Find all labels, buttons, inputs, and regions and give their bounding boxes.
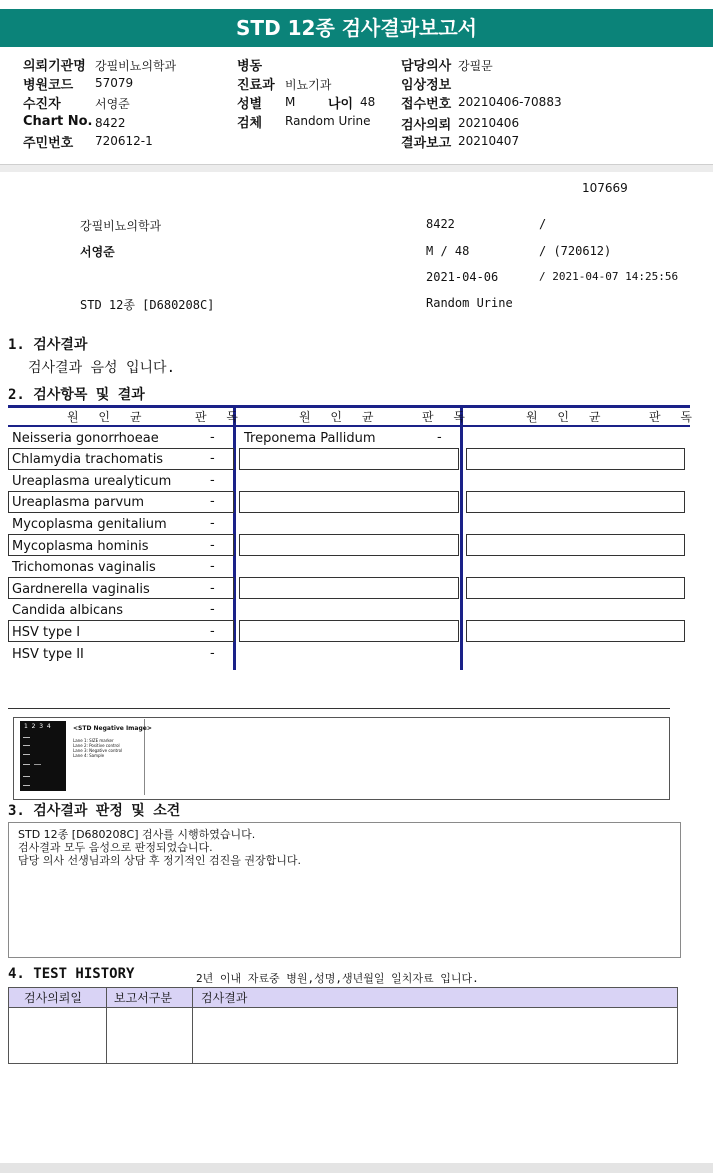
doctor-label: 담당의사 [401, 59, 452, 74]
history-col-result: 검사결과 [201, 991, 248, 1005]
info-specimen: Random Urine [426, 296, 513, 310]
lane-numbers: 1 2 3 4 [24, 723, 51, 730]
gel-electrophoresis-image [20, 721, 66, 791]
table-divider-2 [460, 405, 463, 670]
info-chart-no: 8422 [426, 217, 455, 231]
info-received-date: 2021-04-06 [426, 270, 499, 284]
organism-result: - [210, 538, 215, 553]
marker-band [23, 776, 30, 777]
col3-organism-header: 원 인 균 [526, 410, 609, 424]
section4-title: 4. TEST HISTORY [8, 966, 135, 982]
history-col-divider [192, 987, 193, 1064]
organism-result: - [210, 473, 215, 488]
department-label: 진료과 [237, 78, 275, 93]
gel-legend-line: Lane 3: Negative control [73, 748, 123, 753]
report-header [0, 47, 713, 165]
organism-name: Neisseria gonorrhoeae [12, 431, 159, 446]
info-slash: / [539, 217, 547, 231]
info-patient: 서영준 [80, 245, 115, 259]
col1-organism-header: 원 인 균 [67, 410, 150, 424]
row-box [466, 534, 685, 556]
age-value: 48 [360, 95, 376, 109]
sex-label: 성별 [237, 97, 263, 112]
organism-name: HSV type I [12, 625, 81, 640]
report-date-label: 결과보고 [401, 136, 452, 151]
department-value: 비뇨기과 [285, 78, 332, 92]
chart-no-value: 8422 [95, 116, 126, 130]
organism-result: - [210, 624, 215, 639]
row-box [239, 448, 459, 470]
control-band [34, 764, 41, 765]
marker-band [23, 785, 30, 786]
hospital-code-value: 57079 [95, 76, 134, 90]
gel-legend [66, 719, 152, 795]
report-title: STD 12종 검사결과보고서 [0, 9, 713, 47]
age-label: 나이 [328, 97, 354, 112]
chart-no-label: Chart No. [23, 114, 93, 129]
row-box [239, 491, 459, 513]
row-box [466, 577, 685, 599]
info-reported-datetime: / 2021-04-07 14:25:56 [539, 270, 679, 283]
row-box [466, 448, 685, 470]
gel-legend-line: Lane 4: Sample [73, 753, 105, 758]
row-box [239, 577, 459, 599]
opinion-line: STD 12종 [D680208C] 검사를 시행하였습니다. [18, 828, 256, 841]
history-col-request-date: 검사의뢰일 [24, 991, 82, 1005]
row-box [466, 620, 685, 642]
marker-band [23, 754, 30, 755]
organism-name: Ureaplasma parvum [12, 495, 145, 510]
marker-band [23, 764, 30, 765]
image-panel-rule [8, 708, 670, 709]
history-table-header [8, 987, 678, 1008]
history-table-body [8, 1006, 678, 1064]
organism-name: Chlamydia trachomatis [12, 452, 164, 467]
hospital-value: 강필비뇨의학과 [95, 59, 177, 73]
organism-result: - [210, 516, 215, 531]
hospital-code-label: 병원코드 [23, 78, 74, 93]
organism-result: - [437, 430, 442, 445]
row-box [239, 620, 459, 642]
table-header-rule [8, 425, 690, 427]
col2-result-header: 판 독 [422, 410, 473, 424]
report-date-value: 20210407 [458, 134, 520, 148]
separator-band [0, 165, 713, 172]
specimen-label: 검체 [237, 116, 263, 131]
opinion-line: 담당 의사 선생님과의 상담 후 정기적인 검진을 권장합니다. [18, 854, 301, 867]
organism-result: - [210, 559, 215, 574]
row-box [239, 534, 459, 556]
hospital-label: 의뢰기관명 [23, 59, 86, 74]
section2-title: 2. 검사항목 및 결과 [8, 387, 145, 403]
organism-name: Mycoplasma genitalium [12, 517, 167, 532]
gel-legend-line: Lane 1: SIZE marker [73, 738, 114, 743]
history-note: 2년 이내 자료중 병원,성명,생년월일 일치자료 입니다. [196, 972, 479, 985]
organism-name: Ureaplasma urealyticum [12, 474, 172, 489]
request-date-label: 검사의뢰 [401, 118, 452, 133]
footer-band [0, 1163, 713, 1173]
organism-name: Candida albicans [12, 603, 124, 618]
organism-name: Mycoplasma hominis [12, 539, 149, 554]
info-hospital: 강필비뇨의학과 [80, 219, 162, 233]
organism-result: - [210, 430, 215, 445]
gel-legend-line: Lane 2: Positive control [73, 743, 120, 748]
info-birth: / (720612) [539, 244, 612, 258]
history-col-divider [106, 987, 107, 1064]
document-number: 107669 [582, 181, 628, 195]
ward-label: 병동 [237, 59, 263, 74]
specimen-value: Random Urine [285, 114, 371, 128]
resident-no-label: 주민번호 [23, 136, 74, 151]
organism-result: - [210, 451, 215, 466]
section3-title: 3. 검사결과 판정 및 소견 [8, 803, 181, 819]
history-col-report-type: 보고서구분 [114, 991, 172, 1005]
doctor-value: 강필문 [458, 59, 493, 73]
marker-band [23, 745, 30, 746]
organism-result: - [210, 581, 215, 596]
marker-band [23, 737, 30, 738]
section1-title: 1. 검사결과 [8, 337, 88, 353]
info-sex-age: M / 48 [426, 244, 470, 258]
organism-result: - [210, 646, 215, 661]
receipt-no-label: 접수번호 [401, 97, 452, 112]
info-test-code: STD 12종 [D680208C] [80, 298, 215, 312]
resident-no-value: 720612-1 [95, 134, 153, 148]
col2-organism-header: 원 인 균 [299, 410, 382, 424]
organism-result: - [210, 602, 215, 617]
organism-result: - [210, 494, 215, 509]
section1-text: 검사결과 음성 입니다. [28, 360, 176, 376]
organism-name: Gardnerella vaginalis [12, 582, 150, 597]
organism-name: Treponema Pallidum [244, 431, 376, 446]
sex-value: M [285, 95, 296, 109]
organism-name: HSV type II [12, 647, 84, 662]
patient-label: 수진자 [23, 97, 61, 112]
patient-value: 서영준 [95, 97, 130, 111]
gel-legend-title: <STD Negative Image> [73, 725, 152, 732]
request-date-value: 20210406 [458, 116, 520, 130]
col3-result-header: 판 독 [649, 410, 700, 424]
col1-result-header: 판 독 [195, 410, 246, 424]
clinical-info-label: 임상정보 [401, 78, 452, 93]
opinion-line: 검사결과 모두 음성으로 판정되었습니다. [18, 841, 213, 854]
organism-name: Trichomonas vaginalis [12, 560, 156, 575]
receipt-no-value: 20210406-70883 [458, 95, 562, 109]
opinion-textbox [8, 822, 681, 958]
row-box [466, 491, 685, 513]
